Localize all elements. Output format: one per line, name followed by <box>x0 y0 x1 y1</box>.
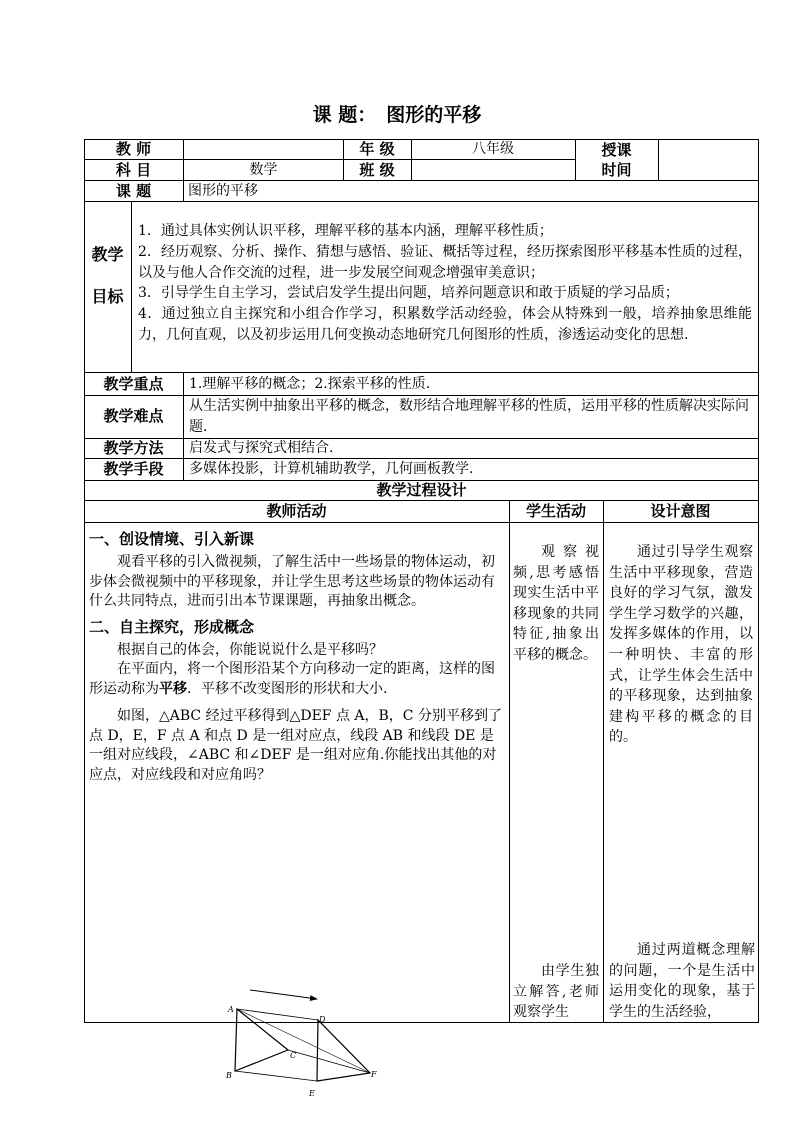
teacher-paragraph-4: 如图，△ABC 经过平移得到△DEF 点 A，B，C 分别平移到了点 D，E，F 点 A 和点 D 是一组对应点，线段 AB 和线段 DE 是一组对应线段，∠ABC 和∠DEF 是一组对应角.你能找出其他的对应点，对应线段和对应角吗？ <box>89 708 502 783</box>
grade-value: 八年级 <box>472 141 514 157</box>
key-label: 教学重点 <box>103 375 164 393</box>
method-value: 启发式与探究式相结合. <box>189 440 334 456</box>
triangle-def <box>317 1020 370 1081</box>
goal-item: 1．通过具体实例认识平移，理解平移的基本内涵，理解平移性质； <box>138 223 553 239</box>
difficulty-label: 教学难点 <box>103 407 164 425</box>
goal-item: 2．经历观察、分析、操作、猜想与感悟、验证、概括等过程，经历探索图形平移基本性质的过程，以及与他人合作交流的过程，进一步发展空间观念增强审美意识； <box>138 243 752 281</box>
teacher-activity <box>89 529 503 785</box>
class-label: 班 级 <box>359 161 395 179</box>
col-intent-header: 设计意图 <box>650 502 711 520</box>
translation-figure <box>220 985 385 1100</box>
student-activity-2: 由学生独立解答,老师观察学生 <box>513 963 599 1020</box>
label-b: B <box>226 1071 232 1080</box>
subject-label: 科 目 <box>115 161 152 179</box>
label-e: E <box>309 1089 315 1098</box>
goal-item: 4．通过独立自主探究和小组合作学习，积累数学活动经验，体会从特殊到一般，培养抽象思维能力，几何直观，以及初步运用几何变换动态地研究几何图形的性质，渗透运动变化的思想. <box>138 306 752 343</box>
goals-label-1: 教学 <box>91 245 124 264</box>
key-value: 1.理解平移的概念；2.探索平移的性质. <box>189 376 431 392</box>
grade-label: 年 级 <box>359 140 395 158</box>
segment-af <box>237 1009 370 1073</box>
label-f: F <box>371 1070 377 1079</box>
process-title: 教学过程设计 <box>376 481 467 499</box>
means-value: 多媒体投影，计算机辅助教学，几何画板教学. <box>189 461 474 477</box>
triangle-abc <box>235 1009 288 1071</box>
label-c: C <box>290 1051 297 1060</box>
definition-tail: ．平移不改变图形的形状和大小. <box>187 680 388 697</box>
definition-text: 在平面内，将一个图形沿某个方向移动一定的距离，这样的图形运动称为 <box>89 661 495 697</box>
section-heading-2: 二、自主探究，形成概念 <box>89 617 255 636</box>
title-prefix: 课 题： <box>312 104 377 126</box>
goals-list <box>138 221 752 346</box>
segment-be <box>235 1071 317 1081</box>
teacher-label: 教 师 <box>115 140 152 158</box>
label-d: D <box>319 1015 326 1024</box>
col-student-header: 学生活动 <box>525 502 586 520</box>
teacher-paragraph-1: 观看平移的引入微视频，了解生活中一些场景的物体运动，初步体会微视频中的平移现象，并让学生思考这些场景的物体运动有什么共同特点，进而引出本节课课题，再抽象出概念。 <box>89 554 495 609</box>
means-label: 教学手段 <box>103 460 164 478</box>
method-label: 教学方法 <box>103 439 164 457</box>
design-intent-1: 通过引导学生观察生活中平移现象，营造良好的学习气氛，激发学生学习数学的兴趣，发挥多媒体的作用，以一种明快、丰富的形式，让学生体会生活中的平移现象，达到抽象建构平移的概念的目的。 <box>609 544 753 746</box>
teacher-paragraph-3 <box>89 660 503 699</box>
goals-label-2: 目标 <box>91 287 124 306</box>
col-teacher-header: 教师活动 <box>266 502 327 520</box>
direction-arrow <box>250 990 317 999</box>
title-text: 图形的平移 <box>386 104 482 126</box>
student-activity-1: 观察视频,思考感悟现实生活中平移现象的共同特征,抽象出平移的概念。 <box>513 544 599 663</box>
topic-value: 图形的平移 <box>188 183 258 199</box>
difficulty-value: 从生活实例中抽象出平移的概念，数形结合地理解平移的性质，运用平移的性质解决实际问题. <box>189 398 749 435</box>
term-translation: 平移 <box>159 680 187 697</box>
subject-value: 数学 <box>249 162 278 178</box>
section-heading-1: 一、创设情境、引入新课 <box>89 530 255 548</box>
page-title <box>0 100 794 127</box>
label-a: A <box>228 1005 234 1014</box>
time-label: 授课 时间 <box>601 141 632 179</box>
design-intent-2: 通过两道概念理解的问题，一个是生活中运用变化的现象，基于学生的生活经验， <box>609 942 755 1020</box>
teacher-paragraph-2: 根据自己的体会，你能说说什么是平移吗？ <box>117 641 383 658</box>
goal-item: 3．引导学生自主学习，尝试启发学生提出问题，培养问题意识和敢于质疑的学习品质； <box>138 285 679 302</box>
topic-label: 课 题 <box>115 182 152 200</box>
